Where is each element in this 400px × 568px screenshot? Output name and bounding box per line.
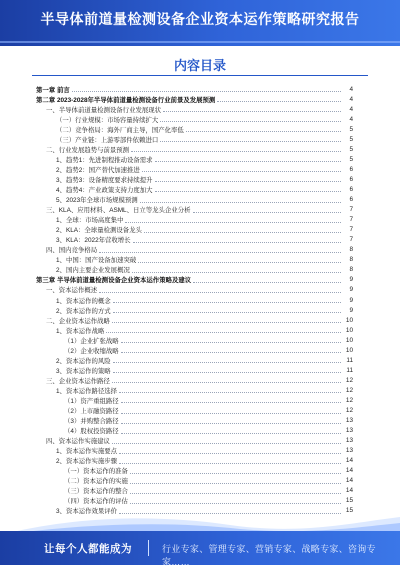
toc-leader-dots	[193, 207, 341, 213]
toc-leader-dots	[119, 458, 341, 464]
toc-leader-dots	[99, 287, 341, 293]
toc-leader-dots	[121, 337, 341, 343]
toc-entry[interactable]	[36, 496, 353, 506]
toc-divider	[32, 75, 368, 76]
toc-entry-text: 一、资本运作概述	[46, 287, 98, 295]
toc-entry[interactable]	[36, 305, 353, 315]
report-footer	[0, 531, 400, 565]
toc-page-number: 4	[349, 85, 353, 93]
toc-leader-dots	[121, 347, 341, 353]
toc-page-number: 8	[349, 256, 353, 264]
footer-slogan: 让每个人都能成为	[44, 543, 132, 555]
toc-page-number: 4	[349, 105, 353, 113]
toc-entry[interactable]	[36, 456, 353, 466]
footer-tagline: 行业专家、管理专家、营销专家、战略专家、咨询专家……	[162, 544, 376, 567]
toc-entry[interactable]	[36, 104, 353, 114]
toc-page-number: 14	[345, 487, 353, 495]
toc-leader-dots	[130, 488, 341, 494]
toc-leader-dots	[155, 156, 341, 162]
toc-leader-dots	[163, 106, 341, 112]
toc-entry-text: 3、趋势3：设备精度要求持续提升	[56, 176, 153, 184]
toc-page-number: 9	[349, 286, 353, 294]
toc-entry[interactable]	[36, 416, 353, 426]
toc-page-number: 12	[345, 386, 353, 394]
toc-entry[interactable]	[36, 215, 353, 225]
toc-entry-text: 3、资本运作效果评价	[56, 508, 118, 516]
toc-leader-dots	[140, 197, 341, 203]
toc-page-number: 13	[345, 447, 353, 455]
toc-page-number: 14	[345, 477, 353, 485]
toc-leader-dots	[217, 96, 341, 102]
toc-page-number: 12	[345, 407, 353, 415]
report-title: 半导体前道量检测设备企业资本运作策略研究报告	[40, 11, 360, 27]
toc-entry-text: （二）资本运作的实施	[64, 478, 128, 486]
toc-leader-dots	[121, 428, 341, 434]
toc-entry[interactable]	[36, 406, 353, 416]
toc-page-number: 8	[349, 266, 353, 274]
toc-leader-dots	[142, 166, 341, 172]
toc-leader-dots	[72, 86, 341, 92]
toc-entry[interactable]	[36, 164, 353, 174]
toc-page-number: 12	[345, 396, 353, 404]
toc-entry-text: 1、趋势1：先进制程推动设备需求	[56, 156, 153, 164]
table-of-contents	[36, 84, 353, 516]
toc-entry-text: 2、资本运作的方式	[56, 307, 111, 315]
toc-entry-text: 四、国内竞争格局	[46, 247, 98, 255]
toc-entry-text: 2、资本运作的风险	[56, 357, 111, 365]
toc-entry-text: 1、资本运作战略	[56, 327, 105, 335]
toc-leader-dots	[130, 498, 341, 504]
toc-page-number: 15	[345, 507, 353, 515]
toc-leader-dots	[144, 227, 341, 233]
toc-entry[interactable]	[36, 265, 353, 275]
toc-entry[interactable]	[36, 426, 353, 436]
toc-entry[interactable]	[36, 486, 353, 496]
toc-leader-dots	[99, 247, 341, 253]
toc-entry-text: 3、资本运作的策略	[56, 367, 111, 375]
toc-page-number: 7	[349, 216, 353, 224]
toc-entry[interactable]	[36, 355, 353, 365]
toc-page-number: 6	[349, 165, 353, 173]
toc-entry[interactable]	[36, 154, 353, 164]
toc-entry-text: 2、KLA：全球量检测设备龙头	[56, 227, 142, 235]
toc-page-number: 13	[345, 417, 353, 425]
toc-leader-dots	[106, 327, 341, 333]
toc-page-number: 11	[346, 366, 353, 374]
toc-leader-dots	[132, 267, 341, 273]
toc-page-number: 12	[345, 376, 353, 384]
header-accent-line	[0, 41, 400, 43]
toc-entry[interactable]	[36, 195, 353, 205]
toc-entry-text: 第三章 半导体前道量检测设备企业资本运作策略及建议	[36, 277, 192, 285]
toc-entry-text: （4）股权投资路径	[64, 428, 119, 436]
toc-entry-text: 三、企业资本运作路径	[46, 377, 110, 385]
toc-entry[interactable]	[36, 365, 353, 375]
toc-entry-text: 1、全球：市场高度集中	[56, 217, 124, 225]
toc-page-number: 6	[349, 196, 353, 204]
toc-entry[interactable]	[36, 255, 353, 265]
toc-page-number: 13	[345, 427, 353, 435]
toc-leader-dots	[131, 146, 341, 152]
toc-entry-text: （一）资本运作的准备	[64, 468, 128, 476]
toc-entry[interactable]	[36, 285, 353, 295]
toc-entry[interactable]	[36, 275, 353, 285]
toc-entry-text: 二、企业资本运作战略	[46, 317, 110, 325]
toc-entry-text: 第一章 前言	[36, 86, 70, 94]
toc-page-number: 5	[349, 125, 353, 133]
toc-leader-dots	[160, 116, 341, 122]
toc-page-number: 5	[349, 145, 353, 153]
toc-page-number: 9	[349, 296, 353, 304]
report-header	[0, 0, 400, 46]
toc-leader-dots	[113, 297, 341, 303]
toc-entry-text: 2、资本运作实施步骤	[56, 458, 118, 466]
toc-entry[interactable]	[36, 144, 353, 154]
toc-entry-text: 第二章 2023-2028年半导体前道量检测设备行业前景及发展预测	[36, 96, 216, 104]
toc-leader-dots	[155, 186, 341, 192]
toc-entry[interactable]	[36, 295, 353, 305]
toc-leader-dots	[125, 217, 341, 223]
toc-page-number: 8	[349, 246, 353, 254]
toc-entry-text: （一）行业规模：市场容量持续扩大	[56, 116, 159, 124]
toc-leader-dots	[121, 397, 341, 403]
toc-entry[interactable]	[36, 84, 353, 94]
toc-entry-text: （四）资本运作的评估	[64, 498, 128, 506]
toc-page-number: 13	[345, 437, 353, 445]
toc-leader-dots	[113, 367, 341, 373]
toc-page-number: 4	[349, 95, 353, 103]
toc-entry[interactable]	[36, 446, 353, 456]
toc-leader-dots	[160, 136, 341, 142]
toc-page-number: 7	[349, 236, 353, 244]
toc-entry[interactable]	[36, 476, 353, 486]
toc-entry[interactable]	[36, 335, 353, 345]
toc-entry[interactable]	[36, 225, 353, 235]
toc-entry[interactable]	[36, 124, 353, 134]
toc-entry-text: 四、资本运作实施建议	[46, 438, 110, 446]
toc-page-number: 7	[349, 206, 353, 214]
toc-entry-text: 2、国内主要企业发展概况	[56, 267, 130, 275]
toc-leader-dots	[133, 237, 341, 243]
toc-page-number: 14	[345, 457, 353, 465]
toc-page-number: 10	[345, 316, 353, 324]
toc-entry-text: （1）资产重组路径	[64, 397, 119, 405]
toc-page-number: 10	[345, 346, 353, 354]
toc-leader-dots	[113, 357, 341, 363]
toc-page-number: 7	[349, 226, 353, 234]
toc-page-number: 10	[345, 336, 353, 344]
toc-leader-dots	[113, 307, 341, 313]
toc-entry-text: 1、中国：国产设备加速突破	[56, 257, 137, 265]
toc-leader-dots	[112, 438, 341, 444]
toc-entry[interactable]	[36, 385, 353, 395]
toc-entry[interactable]	[36, 466, 353, 476]
toc-leader-dots	[193, 277, 341, 283]
toc-entry[interactable]	[36, 114, 353, 124]
toc-entry-text: （三）产业链：上游零部件依赖进口	[56, 136, 159, 144]
toc-leader-dots	[121, 408, 341, 414]
toc-page-number: 4	[349, 115, 353, 123]
toc-entry-text: 1、资本运作的概念	[56, 297, 111, 305]
toc-entry-text: 5、2023年全球市场规模预测	[56, 197, 138, 205]
toc-entry[interactable]	[36, 315, 353, 325]
toc-leader-dots	[119, 448, 341, 454]
toc-leader-dots	[130, 468, 341, 474]
toc-entry[interactable]	[36, 205, 353, 215]
toc-page-number: 5	[349, 135, 353, 143]
toc-entry[interactable]	[36, 436, 353, 446]
toc-page-number: 9	[349, 306, 353, 314]
toc-entry-text: 二、行业发展趋势与前景预测	[46, 146, 130, 154]
toc-entry-text: （2）上市融资路径	[64, 408, 119, 416]
toc-entry[interactable]	[36, 235, 353, 245]
toc-entry-text: 1、资本运作路径选择	[56, 387, 118, 395]
toc-entry-text: （三）资本运作的整合	[64, 488, 128, 496]
toc-entry-text: （二）竞争格局：海外厂商主导，国产化率低	[56, 126, 184, 134]
toc-page-number: 6	[349, 185, 353, 193]
toc-leader-dots	[112, 317, 341, 323]
toc-heading: 内容目录	[173, 58, 226, 73]
toc-leader-dots	[121, 418, 341, 424]
toc-entry-text: （1）企业扩张战略	[64, 337, 119, 345]
toc-page-number: 14	[345, 467, 353, 475]
toc-page-number: 15	[345, 497, 353, 505]
toc-leader-dots	[130, 478, 341, 484]
toc-entry-text: 三、KLA、应用材料、ASML、日立等龙头企业分析	[46, 207, 191, 215]
toc-entry[interactable]	[36, 184, 353, 194]
toc-entry[interactable]	[36, 174, 353, 184]
toc-entry-text: 一、半导体前道量检测设备行业发展现状	[46, 106, 162, 114]
toc-leader-dots	[119, 387, 341, 393]
toc-page-number: 11	[346, 356, 353, 364]
toc-entry[interactable]	[36, 94, 353, 104]
toc-page-number: 5	[349, 155, 353, 163]
toc-entry[interactable]	[36, 325, 353, 335]
footer-divider	[148, 540, 149, 556]
toc-page-number: 6	[349, 175, 353, 183]
toc-entry-text: （3）并购整合路径	[64, 418, 119, 426]
toc-page-number: 9	[349, 276, 353, 284]
toc-leader-dots	[138, 257, 341, 263]
toc-page-number: 10	[345, 326, 353, 334]
toc-entry[interactable]	[36, 395, 353, 405]
toc-entry-text: 2、趋势2：国产替代加速推进	[56, 166, 140, 174]
toc-entry[interactable]	[36, 345, 353, 355]
toc-entry[interactable]	[36, 134, 353, 144]
toc-entry[interactable]	[36, 245, 353, 255]
toc-leader-dots	[155, 176, 341, 182]
toc-entry[interactable]	[36, 375, 353, 385]
toc-entry-text: 3、KLA：2022年营收增长	[56, 237, 131, 245]
toc-entry-text: （2）企业收缩战略	[64, 347, 119, 355]
toc-entry-text: 1、资本运作实施要点	[56, 448, 118, 456]
toc-entry-text: 4、趋势4：产业政策支持力度加大	[56, 186, 153, 194]
toc-leader-dots	[186, 126, 341, 132]
toc-leader-dots	[112, 377, 341, 383]
